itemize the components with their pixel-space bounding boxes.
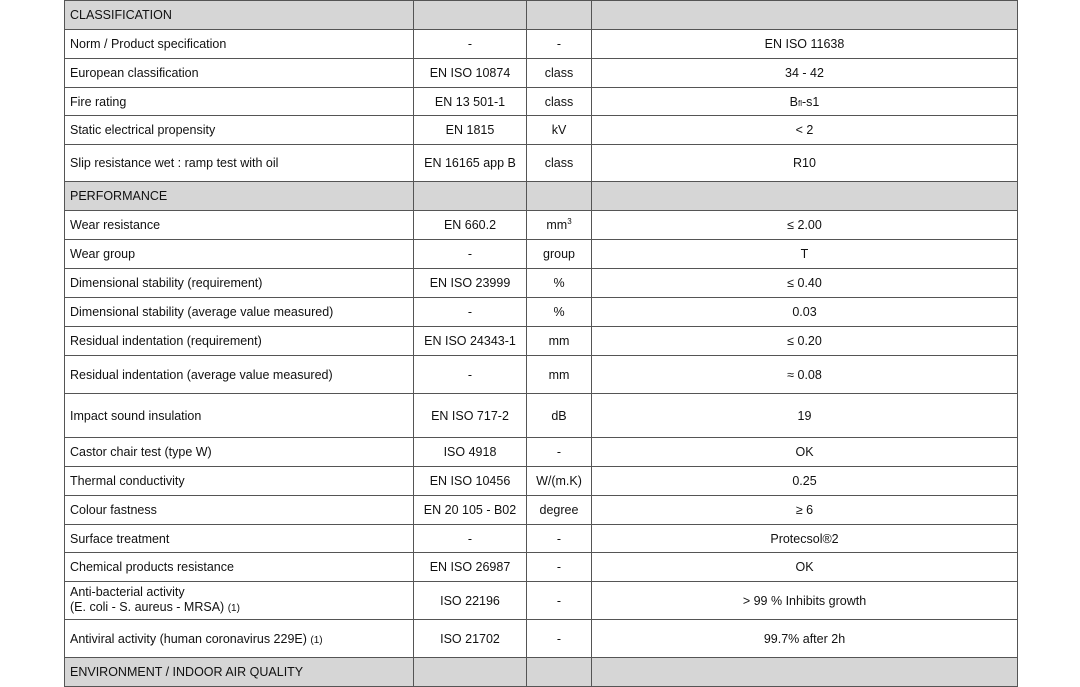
section-title: CLASSIFICATION (65, 1, 414, 30)
standard-cell: EN ISO 10874 (414, 59, 527, 88)
table-row (65, 298, 1018, 327)
table-row (65, 240, 1018, 269)
unit-cell: class (527, 59, 592, 88)
table-row (65, 438, 1018, 467)
property-cell: Chemical products resistance (65, 553, 414, 582)
table-row (65, 269, 1018, 298)
property-line-text: (E. coli - S. aureus - MRSA) (70, 600, 225, 614)
unit-cell: degree (527, 496, 592, 525)
value-cell: ≤ 0.20 (592, 327, 1018, 356)
value-cell: ≤ 2.00 (592, 211, 1018, 240)
standard-cell: EN ISO 10456 (414, 467, 527, 496)
standard-cell: EN 660.2 (414, 211, 527, 240)
fire-class-main: B (789, 94, 798, 109)
fire-class-rest: -s1 (801, 94, 820, 109)
unit-cell: - (527, 582, 592, 620)
table-row (65, 211, 1018, 240)
unit-cell: class (527, 145, 592, 182)
property-cell: Residual indentation (average value measured) (65, 356, 414, 394)
footnote-ref: (1) (227, 603, 240, 614)
property-cell: Colour fastness (65, 496, 414, 525)
table-row (65, 582, 1018, 620)
unit-main: mm (546, 218, 568, 232)
standard-cell: ISO 4918 (414, 438, 527, 467)
property-cell: Dimensional stability (requirement) (65, 269, 414, 298)
value-cell: < 2 (592, 116, 1018, 145)
standard-cell: EN ISO 23999 (414, 269, 527, 298)
standard-cell: EN ISO 26987 (414, 553, 527, 582)
table-row (65, 30, 1018, 59)
property-text: Antiviral activity (human coronavirus 229E) (70, 631, 307, 646)
standard-cell: EN ISO 717-2 (414, 394, 527, 438)
table-row (65, 496, 1018, 525)
table-row (65, 356, 1018, 394)
table-row (65, 327, 1018, 356)
standard-cell: EN 20 105 - B02 (414, 496, 527, 525)
property-cell: Slip resistance wet : ramp test with oil (65, 145, 414, 182)
property-cell (65, 582, 414, 620)
property-line: Anti-bacterial activity (70, 585, 185, 599)
standard-cell: EN 1815 (414, 116, 527, 145)
value-cell: ≤ 0.40 (592, 269, 1018, 298)
section-header-row (65, 1, 1018, 30)
property-cell: Static electrical propensity (65, 116, 414, 145)
value-cell: OK (592, 553, 1018, 582)
unit-cell: group (527, 240, 592, 269)
property-cell: Wear group (65, 240, 414, 269)
value-cell: 99.7% after 2h (592, 620, 1018, 658)
property-cell: Wear resistance (65, 211, 414, 240)
standard-cell: EN ISO 24343-1 (414, 327, 527, 356)
value-cell: 0.03 (592, 298, 1018, 327)
unit-cell: mm (527, 327, 592, 356)
section-header-row (65, 182, 1018, 211)
property-cell: Surface treatment (65, 525, 414, 553)
value-cell: 0.25 (592, 467, 1018, 496)
standard-cell: - (414, 30, 527, 59)
unit-cell: - (527, 30, 592, 59)
table-row (65, 116, 1018, 145)
property-cell: Residual indentation (requirement) (65, 327, 414, 356)
value-cell: 19 (592, 394, 1018, 438)
table-row (65, 394, 1018, 438)
table-row (65, 145, 1018, 182)
table-row (65, 467, 1018, 496)
unit-cell: % (527, 269, 592, 298)
value-cell: T (592, 240, 1018, 269)
technical-spec-table (64, 0, 1018, 687)
value-cell: 34 - 42 (592, 59, 1018, 88)
property-cell: Dimensional stability (average value measured) (65, 298, 414, 327)
unit-cell: - (527, 438, 592, 467)
standard-cell: - (414, 356, 527, 394)
unit-cell: - (527, 620, 592, 658)
table-row (65, 553, 1018, 582)
unit-cell: mm (527, 356, 592, 394)
section-title: PERFORMANCE (65, 182, 414, 211)
property-line (70, 600, 408, 616)
table-row (65, 88, 1018, 116)
standard-cell: - (414, 525, 527, 553)
unit-cell: kV (527, 116, 592, 145)
value-cell: R10 (592, 145, 1018, 182)
standard-cell: - (414, 298, 527, 327)
value-cell: Protecsol®2 (592, 525, 1018, 553)
unit-cell (527, 211, 592, 240)
table-row (65, 525, 1018, 553)
unit-cell: dB (527, 394, 592, 438)
unit-superscript: 3 (567, 216, 572, 226)
value-cell: OK (592, 438, 1018, 467)
value-cell: ≈ 0.08 (592, 356, 1018, 394)
table-row (65, 59, 1018, 88)
value-cell: ≥ 6 (592, 496, 1018, 525)
section-title: ENVIRONMENT / INDOOR AIR QUALITY (65, 658, 414, 687)
footnote-ref: (1) (310, 634, 323, 646)
unit-cell: % (527, 298, 592, 327)
standard-cell: EN 16165 app B (414, 145, 527, 182)
fire-class-sub: fl (797, 98, 802, 108)
standard-cell: ISO 21702 (414, 620, 527, 658)
unit-cell: - (527, 553, 592, 582)
standard-cell: ISO 22196 (414, 582, 527, 620)
standard-cell: EN 13 501-1 (414, 88, 527, 116)
standard-cell: - (414, 240, 527, 269)
value-cell (592, 88, 1018, 116)
property-cell: Thermal conductivity (65, 467, 414, 496)
value-cell: EN ISO 11638 (592, 30, 1018, 59)
property-cell: European classification (65, 59, 414, 88)
property-cell: Castor chair test (type W) (65, 438, 414, 467)
property-cell (65, 620, 414, 658)
property-cell: Impact sound insulation (65, 394, 414, 438)
property-cell: Fire rating (65, 88, 414, 116)
unit-cell: W/(m.K) (527, 467, 592, 496)
value-cell: > 99 % Inhibits growth (592, 582, 1018, 620)
section-header-row (65, 658, 1018, 687)
table-row (65, 620, 1018, 658)
property-cell: Norm / Product specification (65, 30, 414, 59)
unit-cell: - (527, 525, 592, 553)
unit-cell: class (527, 88, 592, 116)
